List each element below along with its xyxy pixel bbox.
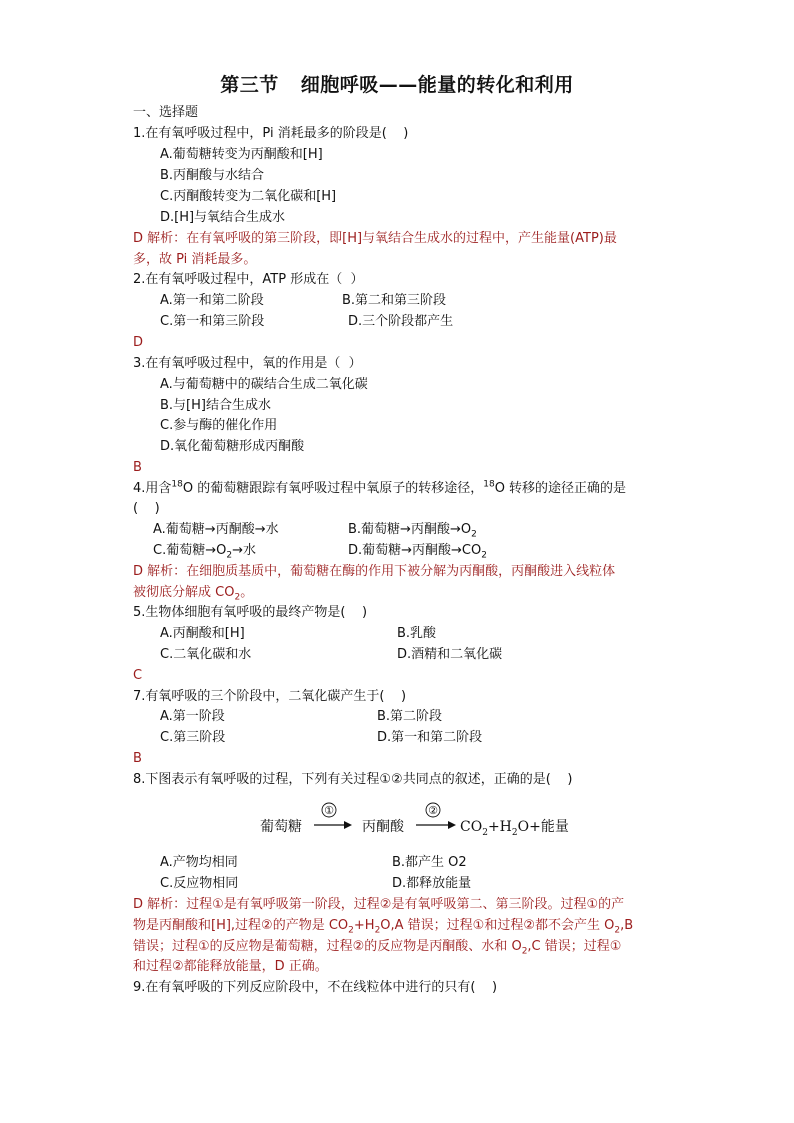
q2-option-a: A.第一和第二阶段 [160,293,264,308]
subscript: 2 [226,550,233,561]
q5-stem: 5.生物体细胞有氧呼吸的最终产物是( ) [133,605,368,620]
q8-stem: 8.下图表示有氧呼吸的过程，下列有关过程①②共同点的叙述，正确的是( ) [133,772,573,787]
q5-option-b: B.乳酸 [397,626,437,641]
q4-isotope-sup: 18 [171,479,183,490]
subscript: 2 [521,946,528,957]
q4-option-d-text: D.葡萄糖→丙酮酸→CO [348,543,482,558]
q4-stem-part: 4.用含 [133,481,172,496]
q4-stem-part: O 转移的途径正确的是 [494,481,627,496]
q5-option-d: D.酒精和二氧化碳 [397,647,503,662]
q1-explanation-line2: 多，故 Pi 消耗最多。 [133,252,257,267]
q8-explanation-text: 错误；过程①的反应物是葡萄糖，过程②的反应物是丙酮酸、水和 O [133,939,522,954]
q8-explanation-line2 [133,917,633,935]
q8-explanation-text: ,B [620,918,634,933]
q8-explanation-line4: 和过程②都能释放能量，D 正确。 [133,959,328,974]
q5-answer: C [133,668,143,683]
subscript: 2 [348,925,354,936]
q7-answer: B [133,751,142,766]
q1-explanation-line1: D 解析：在有氧呼吸的第三阶段，即[H]与氧结合生成水的过程中，产生能量(ATP)最 [133,231,617,246]
q4-option-a: A.葡萄糖→丙酮酸→水 [153,522,279,537]
q4-option-d [348,542,487,560]
q3-option-a: A.与葡萄糖中的碳结合生成二氧化碳 [160,377,368,392]
q7-option-b: B.第二阶段 [377,709,443,724]
product-text: O+能量 [517,819,569,835]
respiration-process-diagram [258,800,578,840]
q8-explanation-line3 [133,938,621,956]
q8-explanation-text: +H [353,918,375,933]
subscript: 2 [471,529,477,540]
title-topic: 细胞呼吸——能量的转化和利用 [300,74,574,96]
q3-answer: B [133,460,142,475]
diagram-pyruvate-label: 丙酮酸 [362,819,404,835]
q1-option-b: B.丙酮酸与水结合 [160,168,265,183]
q5-option-a: A.丙酮酸和[H] [160,626,245,641]
q4-stem-paren: ( ) [133,501,160,516]
arrow-1-head [344,821,352,829]
page-title [0,70,794,97]
q8-option-c: C.反应物相同 [160,876,239,891]
q1-option-a: A.葡萄糖转变为丙酮酸和[H] [160,147,323,162]
q1-option-c: C.丙酮酸转变为二氧化碳和[H] [160,189,337,204]
subscript: 2 [511,828,518,838]
product-text: +H [487,819,512,835]
q7-stem: 7.有氧呼吸的三个阶段中，二氧化碳产生于( ) [133,689,407,704]
q8-explanation-text: ,C 错误；过程① [527,939,622,954]
q8-explanation-line1: D 解析：过程①是有氧呼吸第一阶段，过程②是有氧呼吸第二、第三阶段。过程①的产 [133,897,625,912]
q4-option-c-text: C.葡萄糖→O [153,543,227,558]
q8-option-d: D.都释放能量 [392,876,472,891]
q3-option-c: C.参与酶的催化作用 [160,418,278,433]
q8-explanation-text: O,A 错误；过程①和过程②都不会产生 O [380,918,615,933]
q8-explanation-text: 物是丙酮酸和[H],过程②的产物是 CO [133,918,349,933]
q4-option-c-text: →水 [232,543,256,558]
section-heading: 一、选择题 [133,105,199,120]
q1-option-d: D.[H]与氧结合生成水 [160,210,286,225]
arrow-2-head [448,821,456,829]
q2-option-d: D.三个阶段都产生 [348,314,454,329]
diagram-glucose-label: 葡萄糖 [260,819,302,835]
q5-option-c: C.二氧化碳和水 [160,647,252,662]
q2-option-b: B.第二和第三阶段 [342,293,447,308]
subscript: 2 [482,828,488,838]
q7-option-a: A.第一阶段 [160,709,225,724]
q8-option-b: B.都产生 O2 [392,855,467,870]
q4-explanation-line2 [133,584,253,602]
subscript: 2 [481,550,487,561]
q9-stem: 9.在有氧呼吸的下列反应阶段中，不在线粒体中进行的只有( ) [133,980,498,995]
subscript: 2 [234,592,241,603]
subscript: 2 [614,925,621,936]
q4-option-b [348,521,477,539]
title-section-number: 第三节 [220,74,279,96]
q3-stem: 3.在有氧呼吸过程中，氧的作用是（ ） [133,356,362,371]
product-text: CO [460,819,483,835]
q4-explanation-text: 被彻底分解成 CO [133,585,235,600]
q4-stem [133,480,626,498]
q4-explanation-text: 。 [240,585,254,600]
q7-option-c: C.第三阶段 [160,730,226,745]
subscript: 2 [374,925,381,936]
q4-isotope-sup: 18 [483,479,495,490]
q4-explanation-line1: D 解析：在细胞质基质中，葡萄糖在酶的作用下被分解为丙酮酸，丙酮酸进入线粒体 [133,564,616,579]
q4-stem-part: O 的葡萄糖跟踪有氧呼吸过程中氧原子的转移途径， [182,481,484,496]
diagram-step-2-label: ② [428,804,438,817]
q4-option-c [153,542,256,560]
q2-stem: 2.在有氧呼吸过程中，ATP 形成在（ ） [133,272,364,287]
q8-option-a: A.产物均相同 [160,855,238,870]
q4-option-b-text: B.葡萄糖→丙酮酸→O [348,522,472,537]
q2-answer: D [133,335,144,350]
q2-option-c: C.第一和第三阶段 [160,314,265,329]
diagram-step-1-label: ① [324,804,334,817]
q3-option-d: D.氧化葡萄糖形成丙酮酸 [160,439,305,454]
q1-stem: 1.在有氧呼吸过程中，Pi 消耗最多的阶段是( ) [133,126,409,141]
q7-option-d: D.第一和第二阶段 [377,730,483,745]
diagram-products-label [460,818,569,838]
q3-option-b: B.与[H]结合生成水 [160,398,271,413]
